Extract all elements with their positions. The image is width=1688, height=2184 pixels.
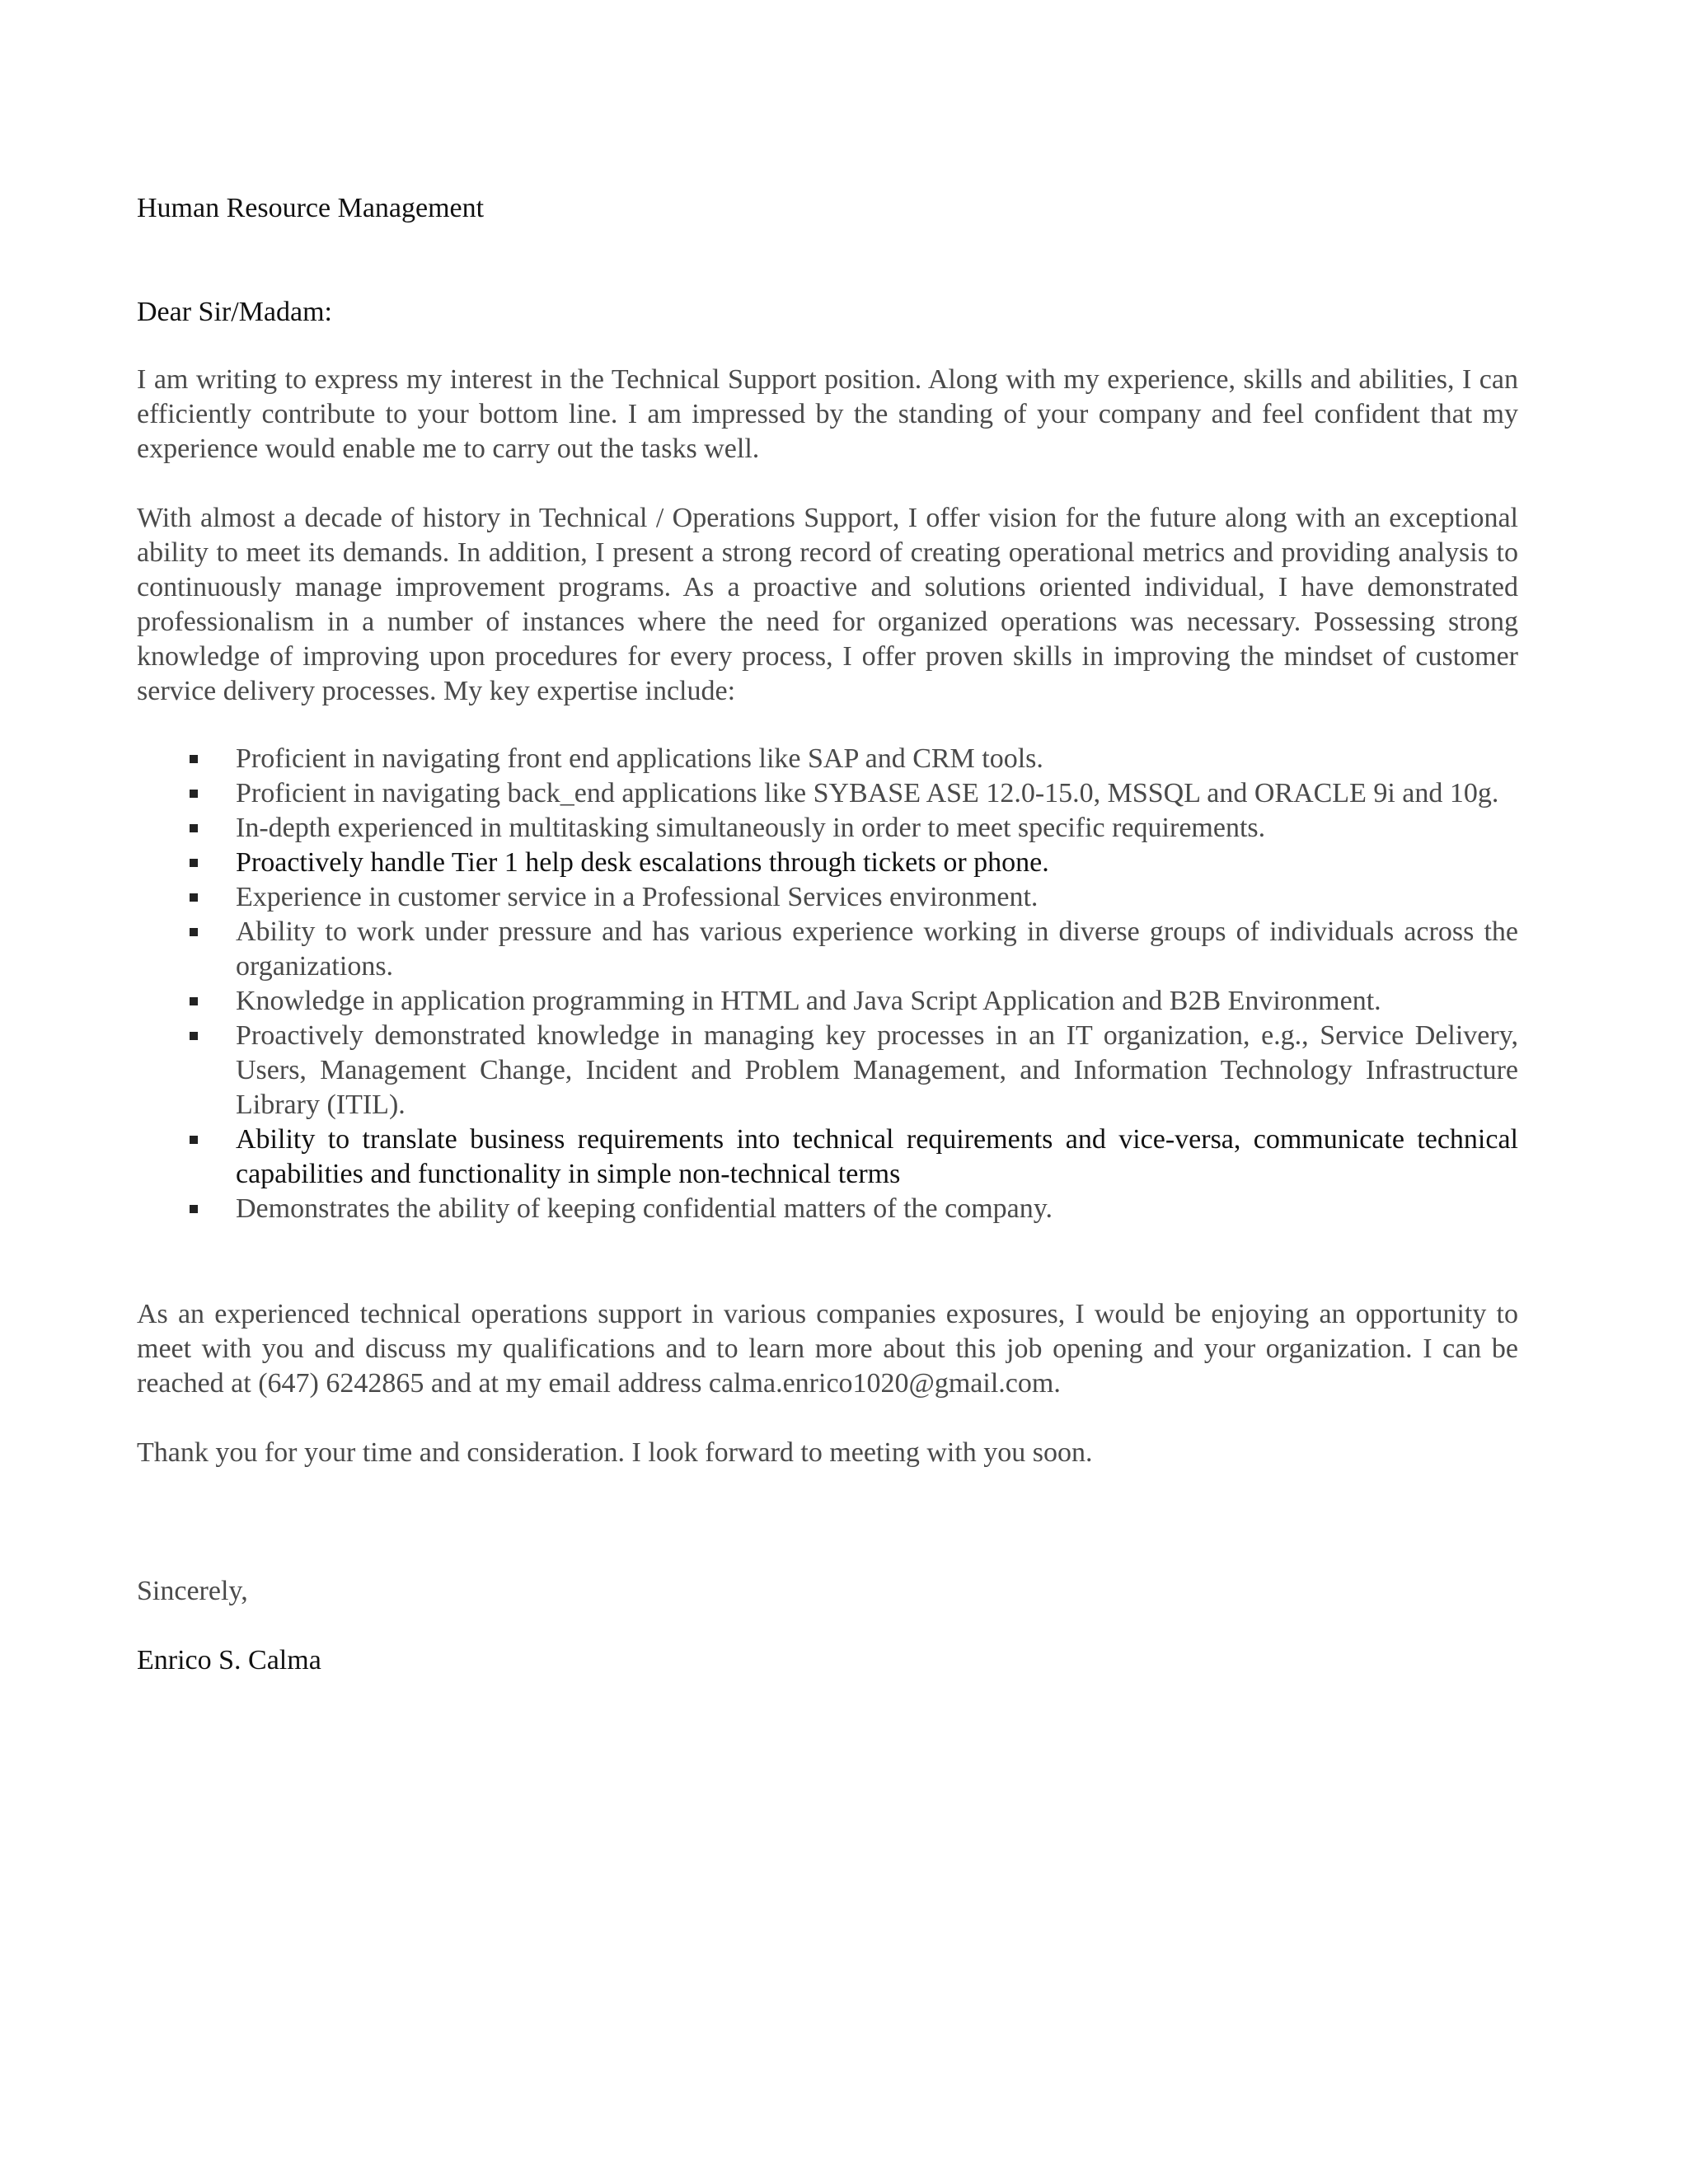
bullet-icon xyxy=(190,893,198,902)
list-item-text: Proficient in navigating front end applications like SAP and CRM tools. xyxy=(236,743,1043,774)
bullet-icon xyxy=(190,859,198,867)
list-item xyxy=(137,742,1518,776)
intro-paragraph: I am writing to express my interest in the Technical Support position. Along with my experience, skills and abilities, I can efficiently contribute to your bottom line. I am impressed by the standing of your company and feel confident that my experience would enable me to carry out the tasks well. xyxy=(137,364,1518,464)
list-item-text: Ability to translate business requirements into technical requirements and vice-versa, communicate technical capabilities and functionality in simple non-technical terms xyxy=(236,1124,1518,1189)
bullet-icon xyxy=(190,1032,198,1040)
list-item-text: Ability to work under pressure and has various experience working in diverse groups of individuals across the organizations. xyxy=(236,916,1518,982)
expertise-list xyxy=(137,742,1518,1226)
list-item xyxy=(137,1019,1518,1122)
list-item-text: Proficient in navigating back_end applications like SYBASE ASE 12.0-15.0, MSSQL and ORACLE 9i and 10g. xyxy=(236,778,1499,808)
bullet-icon xyxy=(190,824,198,832)
closing: Sincerely, xyxy=(137,1576,248,1606)
bullet-icon xyxy=(190,997,198,1005)
list-item xyxy=(137,776,1518,811)
bullet-icon xyxy=(190,1136,198,1144)
list-item xyxy=(137,811,1518,846)
bullet-icon xyxy=(190,928,198,936)
list-item xyxy=(137,984,1518,1019)
bullet-icon xyxy=(190,790,198,798)
contact-paragraph: As an experienced technical operations support in various companies exposures, I would be enjoying an opportunity to meet with you and discuss my qualifications and to learn more about this job opening and your organization. I can be reached at (647) 6242865 and at my email address calma.enrico1020@gmail.com. xyxy=(137,1299,1518,1399)
list-item xyxy=(137,880,1518,915)
experience-paragraph: With almost a decade of history in Technical / Operations Support, I offer vision for the future along with an exceptional ability to meet its demands. In addition, I present a strong record of creating operational metrics and providing analysis to continuously manage improvement programs. As a proactive and solutions oriented individual, I have demonstrated professionalism in a number of instances where the need for organized operations was necessary. Possessing strong knowledge of improving upon procedures for every process, I offer proven skills in improving the mindset of customer service delivery processes. My key expertise include: xyxy=(137,503,1518,706)
list-item-text: Experience in customer service in a Professional Services environment. xyxy=(236,882,1039,912)
list-item xyxy=(137,846,1518,880)
thanks-paragraph: Thank you for your time and consideration. I look forward to meeting with you soon. xyxy=(137,1437,1093,1468)
list-item xyxy=(137,1192,1518,1226)
list-item xyxy=(137,1122,1518,1192)
list-item xyxy=(137,915,1518,984)
bullet-icon xyxy=(190,1205,198,1213)
list-item-text: Demonstrates the ability of keeping confidential matters of the company. xyxy=(236,1193,1053,1224)
salutation: Dear Sir/Madam: xyxy=(137,297,332,327)
signature-name: Enrico S. Calma xyxy=(137,1645,321,1675)
list-item-text: In-depth experienced in multitasking simultaneously in order to meet specific requirements. xyxy=(236,813,1266,843)
list-item-text: Proactively handle Tier 1 help desk escalations through tickets or phone. xyxy=(236,847,1049,878)
bullet-icon xyxy=(190,755,198,763)
recipient-department: Human Resource Management xyxy=(137,193,485,223)
list-item-text: Knowledge in application programming in HTML and Java Script Application and B2B Environment. xyxy=(236,986,1381,1016)
list-item-text: Proactively demonstrated knowledge in managing key processes in an IT organization, e.g., Service Delivery, Users, Management Change, Incident and Problem Management, and Information Technology Infrastructure Library (ITIL). xyxy=(236,1020,1518,1120)
